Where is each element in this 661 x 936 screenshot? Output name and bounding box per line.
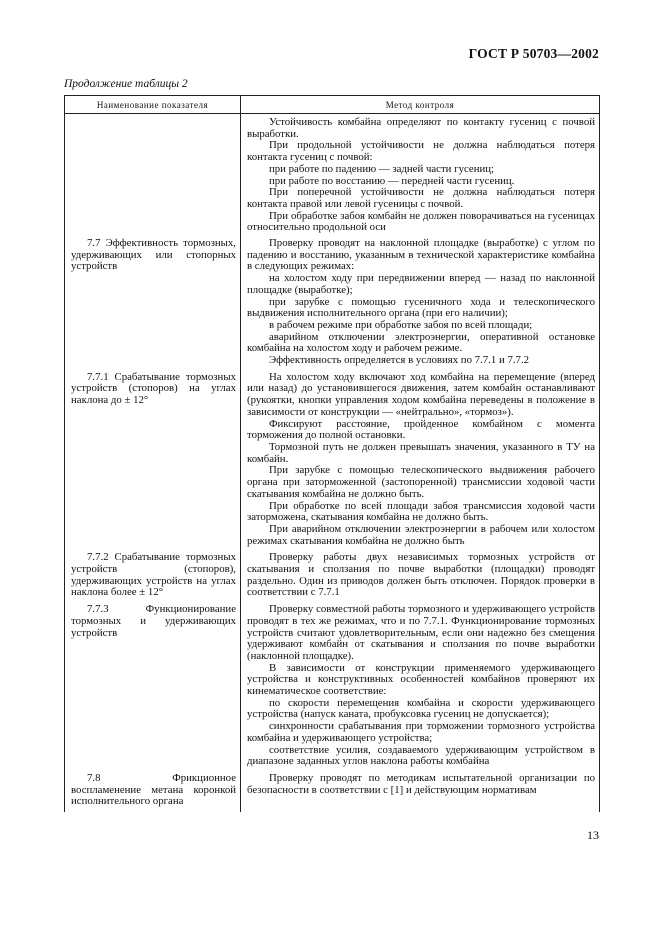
table-header-row (65, 96, 600, 114)
method-paragraph: При обработке забоя комбайн не должен поворачиваться на гусеницах относительно продольной оси (247, 209, 595, 234)
method-paragraph: Проверку проводят по методикам испытательной организации по безопасности в соответствии с [1] и действующим нормативам (247, 771, 595, 796)
indicator-cell (65, 238, 241, 372)
table-row (65, 552, 600, 604)
method-cell (241, 604, 600, 773)
method-cell (241, 114, 600, 239)
table-row (65, 372, 600, 553)
indicator-cell (65, 114, 241, 239)
method-paragraph: Проверку работы двух независимых тормозных устройств от скатывания и сползания по почве выработки (площадки) проводят раздельно. Один из приводов должен быть отключен. Порядок проверки в соответствии с 7.7.1 (247, 551, 595, 599)
method-paragraph: при работе по восстанию — передней части гусениц. (269, 174, 515, 187)
method-paragraph: на холостом ходу при передвижении вперед — назад по наклонной площадке (выработке); (247, 272, 595, 296)
table-row (65, 114, 600, 239)
inspection-table (64, 95, 600, 812)
table-continuation-caption: Продолжение таблицы 2 (64, 78, 188, 90)
table-row (65, 238, 600, 372)
method-paragraph: при работе по падению — задней части гусениц; (269, 162, 495, 175)
method-paragraph: В зависимости от конструкции применяемого удерживающего устройства и конструктивных особенностей комбайнов проверяют их кинематическое соответствие: (247, 661, 595, 698)
method-cell (241, 372, 600, 553)
method-paragraph: Тормозной путь не должен превышать значения, указанного в ТУ на комбайн. (247, 440, 595, 465)
method-paragraph: При продольной устойчивости не должна наблюдаться потеря контакта гусениц с почвой: (247, 139, 595, 164)
indicator-text: 7.8 Фрикционное воспламенение метана коронкой исполнительного органа (71, 771, 236, 808)
method-paragraph: соответствие усилия, создаваемого удерживающим устройством в диапазоне заданных углов наклона работы комбайна (247, 743, 595, 768)
table-row (65, 604, 600, 773)
indicator-text: 7.7 Эффективность тормозных, удерживающих или стопорных устройств (71, 237, 236, 273)
indicator-cell (65, 773, 241, 812)
method-paragraph: в рабочем режиме при обработке забоя по всей площади; (269, 318, 533, 331)
method-paragraph: Проверку проводят на наклонной площадке (выработке) с углом по падению и восстанию, указанным в технической характеристике комбайна в следующих режимах: (247, 237, 595, 273)
method-paragraph: аварийном отключении электроэнергии, оперативной остановке комбайна на холостом ходу и рабочем режиме. (247, 330, 595, 355)
method-paragraph: по скорости перемещения комбайна и скорости удерживающего устройства (напуск каната, пробуксовка гусениц не допускается); (247, 696, 595, 721)
table-row (65, 773, 600, 812)
indicator-cell (65, 604, 241, 773)
method-cell (241, 773, 600, 812)
method-paragraph: Фиксируют расстояние, пройденное комбайном с момента торможения до полной остановки. (247, 417, 595, 442)
method-paragraph: Эффективность определяется в условиях по 7.7.1 и 7.7.2 (269, 354, 530, 367)
indicator-text: 7.7.3 Функционирование тормозных и удерживающих устройств (71, 603, 236, 639)
indicator-cell (65, 552, 241, 604)
indicator-text: 7.7.2 Срабатывание тормозных устройств (стопоров), удерживающих устройств на углах наклона более ± 12° (71, 551, 236, 599)
indicator-cell (65, 372, 241, 553)
method-cell (241, 552, 600, 604)
method-paragraph: При обработке по всей площади забоя трансмиссия ходовой части заторможена, скатывания комбайна не должно быть. (247, 499, 595, 524)
column-header-indicator: Наименование показателя (65, 96, 241, 114)
column-header-method: Метод контроля (241, 96, 600, 114)
method-paragraph: Устойчивость комбайна определяют по контакту гусениц с почвой выработки. (247, 116, 595, 140)
method-paragraph: Проверку совместной работы тормозного и удерживающего устройств проводят в тех же режимах, что и по 7.7.1. Функционирование тормозных устройств считают удовлетворительным, если они надежно без смещения удерживают комбайн от скатывания и сползания по почве выработки (наклонной площадке). (247, 603, 595, 662)
method-paragraph: На холостом ходу включают ход комбайна на перемещение (вперед или назад) до установившегося движения, затем комбайн останавливают (рукоятки, кнопки управления ходом комбайна переведены в положение в зависимости от конструкции — «нейтрально», «тормоз»). (247, 370, 595, 418)
method-paragraph: При зарубке с помощью телескопического выдвижения рабочего органа при заторможенной (застопоренной) трансмиссии ходовой части скатывания комбайна не должно быть. (247, 464, 595, 500)
indicator-text: 7.7.1 Срабатывание тормозных устройств (стопоров) на углах наклона до ± 12° (71, 370, 236, 407)
method-paragraph: При аварийном отключении электроэнергии в рабочем или холостом режимах скатывания комбайна не должно быть (247, 522, 595, 547)
method-paragraph: при зарубке с помощью гусеничного хода и телескопического выдвижения исполнительного органа (при его наличии); (247, 295, 595, 320)
standard-header: ГОСТ Р 50703—2002 (468, 46, 599, 61)
page-number: 13 (587, 828, 599, 842)
method-paragraph: синхронности срабатывания при торможении тормозного устройства комбайна и удерживающего устройства; (247, 720, 595, 744)
method-paragraph: При поперечной устойчивости не должна наблюдаться потеря контакта правой или левой гусеницы с почвой. (247, 186, 595, 210)
method-cell (241, 238, 600, 372)
